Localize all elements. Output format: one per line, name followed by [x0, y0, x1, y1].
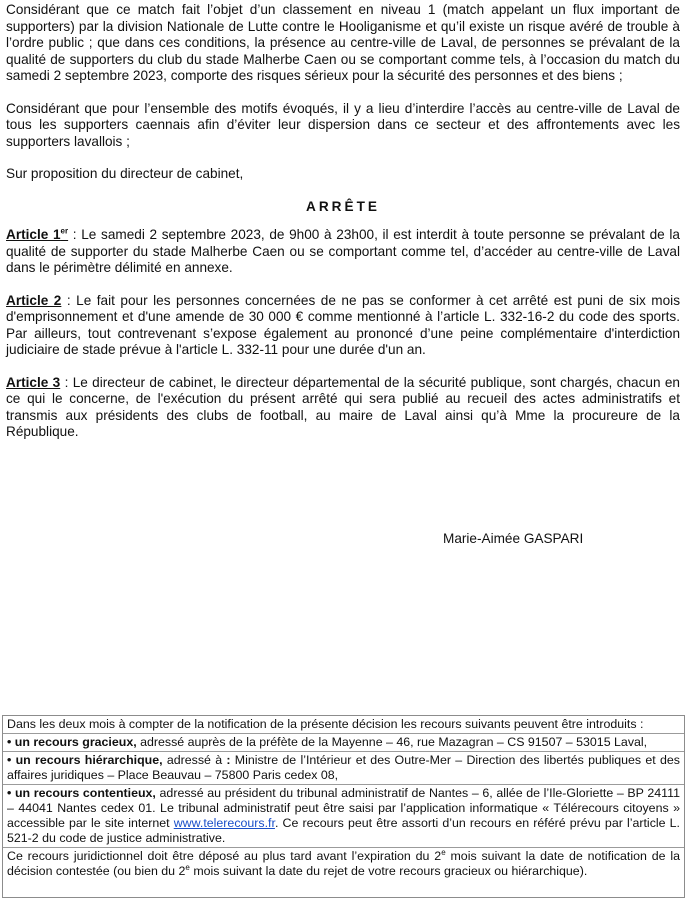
- article-2-label: Article 2: [6, 292, 62, 308]
- article-2-text: : Le fait pour les personnes concernées de ne pas se conformer à cet arrêté est puni de six mois d'emprisonnement et d'une amende de 30 000 € comme mentionné à l’article L. 332-16-2 du code des sports. Par ailleurs, tout contrevenant s’expose également au prononcé d’une peine complémentaire d'interdiction judiciaire de stade prévue à l'article L. 332-11 pour une durée d'un an.: [6, 292, 680, 357]
- article-1: [6, 227, 680, 277]
- article-1-label: Article 1er: [6, 226, 69, 242]
- considerant-paragraph: Considérant que ce match fait l’objet d’un classement en niveau 1 (match appelant un flux important de supporters) par la division Nationale de Lutte contre le Hooliganisme et qu’il existe un risque avéré de trouble à l’ordre public ; que dans ces conditions, la présence au centre-ville de Laval, de personnes se prévalant de la qualité de supporters du club du stade Malherbe Caen ou se comportant comme tels, à l’occasion du match du samedi 2 septembre 2023, comporte des risques sérieux pour la sécurité des personnes et des biens ;: [6, 2, 680, 83]
- considerant-paragraph: Considérant que pour l’ensemble des motifs évoqués, il y a lieu d’interdire l’accès au centre-ville de Laval de tous les supporters caennais afin d’éviter leur dispersion dans ce secteur et des affrontements avec les supporters lavallois ;: [6, 100, 680, 149]
- document-body: [6, 2, 680, 457]
- proposition-paragraph: Sur proposition du directeur de cabinet,: [6, 166, 244, 181]
- article-3-text: : Le directeur de cabinet, le directeur départemental de la sécurité publique, sont chargés, chacun en ce qui le concerne, de l'exécution du présent arrêté qui sera publié au recueil des actes administratifs et transmis aux présidents des clubs de football, au maire de Laval ainsi qu’à Mme la procureure de la République.: [6, 374, 680, 439]
- notice-recours-gracieux: • un recours gracieux, adressé auprès de la préfète de la Mayenne – 46, rue Mazagran – CS 91507 – 53015 Laval,: [3, 733, 684, 751]
- article-1-text: : Le samedi 2 septembre 2023, de 9h00 à 23h00, il est interdit à toute personne se prévalant de la qualité de supporter du stade Malherbe Caen ou se comportant comme tel, d’accéder au centre-ville de Laval dans le périmètre délimité en annexe.: [6, 227, 680, 275]
- telerecours-link[interactable]: www.telerecours.fr: [173, 816, 275, 830]
- article-3: [6, 375, 680, 441]
- notice-deadline: Ce recours juridictionnel doit être déposé au plus tard avant l’expiration du 2e mois suivant la date de notification de la décision contestée (ou bien du 2e mois suivant la date du rejet de votre recours gracieux ou hiérarchique).: [3, 847, 684, 880]
- decision-heading: ARRÊTE: [306, 198, 380, 214]
- article-2: [6, 293, 680, 359]
- notice-recours-hierarchique: • un recours hiérarchique, adressé à : Ministre de l’Intérieur et des Outre-Mer – Direction des libertés publiques et des affaires juridiques – Place Beauvau – 75800 Paris cedex 08,: [3, 751, 684, 784]
- appeal-notice-box: [2, 715, 685, 898]
- notice-intro: Dans les deux mois à compter de la notification de la présente décision les recours suivants peuvent être introduits :: [7, 717, 644, 731]
- notice-recours-contentieux: • un recours contentieux, adressé au président du tribunal administratif de Nantes – 6, allée de l’Ile-Gloriette – BP 24111 – 44041 Nantes cedex 01. Le tribunal administratif peut être saisi par l’application informatique « Télérecours citoyens » accessible par le site internet www.telerecours.fr. Ce recours peut être assorti d’un recours en référé prévu par l’article L. 521-2 du code de justice administrative.: [3, 784, 684, 847]
- signature-name: Marie-Aimée GASPARI: [443, 531, 584, 546]
- article-3-label: Article 3: [6, 374, 61, 390]
